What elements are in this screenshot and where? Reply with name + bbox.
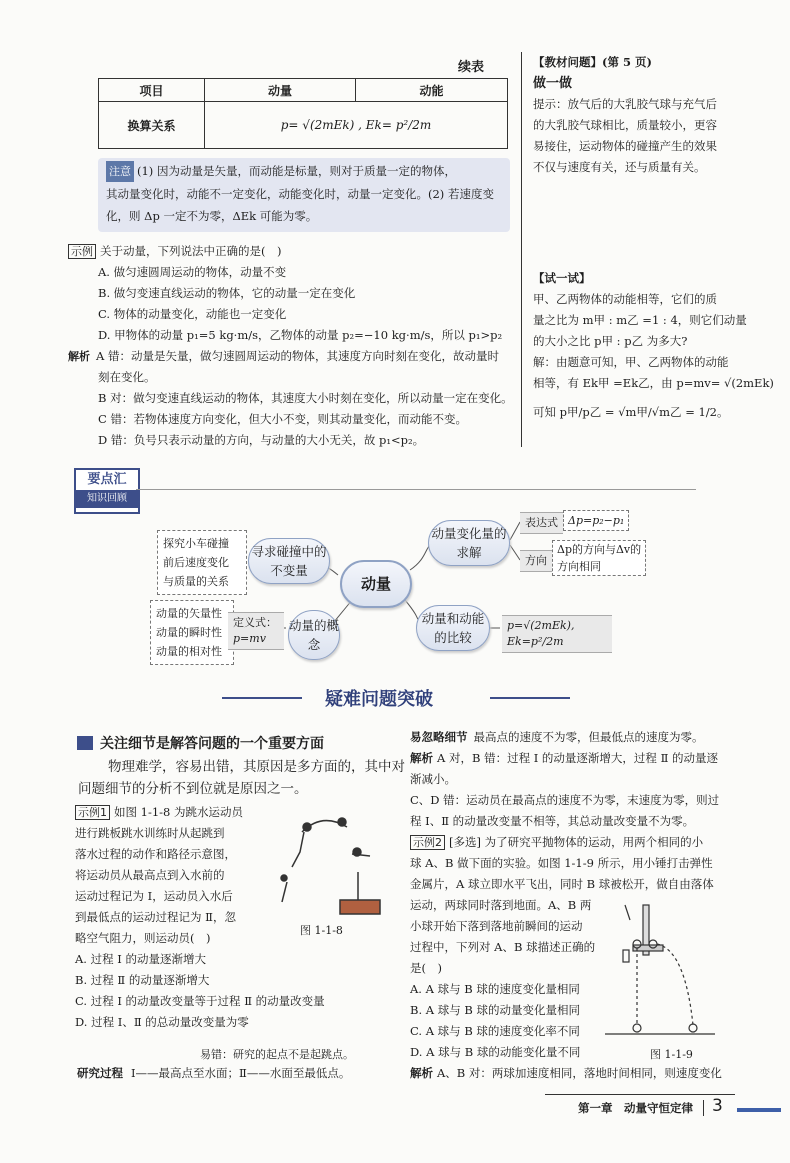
center-node: 动量 — [340, 560, 412, 608]
ex1-line: 略空气阻力，则运动员( ) — [75, 931, 211, 945]
side-text: 提示：放气后的大乳胶气球与充气后 — [533, 97, 717, 111]
note-line: 化，则 Δp 一定不为零，ΔEk 可能为零。 — [106, 209, 318, 223]
ex2-line: 小球开始下落到落地前瞬间的运动 — [410, 919, 583, 933]
ex2-line: [多选] 为了研究平抛物体的运动，用两个相同的小 — [449, 835, 704, 849]
props-box — [150, 600, 234, 665]
option: C. 过程 Ⅰ 的动量改变量等于过程 Ⅱ 的动量改变量 — [75, 994, 325, 1008]
badge-top: 要点汇 — [87, 472, 127, 487]
analysis-line: A 错：动量是矢量，做匀速圆周运动的物体，其速度方向时刻在变化，故动量时 — [96, 349, 499, 363]
side-title-2: 【试一试】 — [533, 271, 591, 285]
side-subtitle-1: 做一做 — [533, 76, 573, 91]
intro-line: 问题细节的分析不到位就是原因之一。 — [78, 781, 308, 797]
side-text: 量之比为 m甲 : m乙 =1 : 4，则它们动量 — [533, 313, 747, 327]
node-compare: 动量和动能的比较 — [416, 605, 490, 651]
ex2-line: 过程中，下列对 A、B 球描述正确的 — [410, 940, 596, 954]
process-text: Ⅰ——最高点至水面；Ⅱ——水面至最低点。 — [131, 1066, 351, 1080]
option: D. 过程 Ⅰ、Ⅱ 的总动量改变量为零 — [75, 1015, 249, 1029]
detail-label: 易忽略细节 — [410, 730, 468, 744]
note-line: (1) 因为动量是矢量，而动能是标量，则对于质量一定的物体， — [137, 164, 456, 178]
footer-chapter: 第一章 动量守恒定律 — [578, 1101, 693, 1115]
ex1-line: 到最低点的运动过程记为 Ⅱ，忽 — [75, 910, 236, 924]
ex1-line: 进行跳板跳水训练时从起跳到 — [75, 826, 225, 840]
footer-accent — [737, 1108, 781, 1112]
dir-line: Δp的方向与Δv的 — [557, 543, 642, 556]
intro-line: 物理难学，容易出错，其原因是多方面的，其中对 — [108, 759, 405, 775]
footer-rule — [545, 1094, 735, 1095]
process-line — [77, 1063, 350, 1084]
prop-line: 动量的矢量性 — [156, 607, 222, 620]
diving-figure — [262, 812, 392, 927]
section-heading: 关注细节是解答问题的一个重要方面 — [100, 736, 324, 752]
analysis-line: 刻在变化。 — [98, 370, 156, 384]
option: B. 做匀变速直线运动的物体，它的动量一定在变化 — [98, 286, 356, 300]
dir-label: 方向 — [525, 554, 547, 567]
footer-divider — [703, 1100, 704, 1116]
explore-line: 探究小车碰撞 — [163, 537, 229, 550]
prop-line: 动量的相对性 — [156, 645, 222, 658]
ex1-line: 如图 1-1-8 为跳水运动员 — [114, 805, 244, 819]
ex2-line: 运动，两球同时落到地面。A、B 两 — [410, 898, 592, 912]
example-question: 关于动量，下列说法中正确的是( ) — [100, 244, 282, 258]
table-header-kinetic: 动能 — [356, 79, 508, 102]
analysis2-label: 解析 — [410, 1066, 433, 1080]
option: C. A 球与 B 球的速度变化率不同 — [410, 1024, 580, 1038]
analysis-line: A 对，B 错：过程 Ⅰ 的动量逐渐增大，过程 Ⅱ 的动量逐 — [437, 751, 719, 765]
node-collision: 寻求碰撞中的不变量 — [248, 538, 330, 584]
ex1-line: 运动过程记为 Ⅰ，运动员入水后 — [75, 889, 233, 903]
option: B. 过程 Ⅱ 的动量逐渐增大 — [75, 973, 210, 987]
analysis-line: B 对：做匀变速直线运动的物体，其速度大小时刻在变化，所以动量一定在变化。 — [98, 391, 513, 405]
analysis-label: 解析 — [68, 350, 90, 363]
expr-label-box — [520, 512, 563, 534]
side-title-1: 【教材问题】(第 5 页) — [533, 55, 652, 69]
side-text: 甲、乙两物体的动能相等，它们的质 — [533, 292, 717, 306]
analysis-line: C、D 错：运动员在最高点的速度不为零，末速度为零，则过 — [410, 793, 720, 807]
option: A. 做匀速圆周运动的物体，动量不变 — [98, 265, 287, 279]
example2-label: 示例2 — [410, 835, 445, 850]
explore-box — [157, 530, 247, 595]
section-marker — [77, 736, 93, 750]
banner-rule-right — [490, 697, 570, 699]
option: B. A 球与 B 球的动量变化量相同 — [410, 1003, 580, 1017]
analysis-line: 程 Ⅰ、Ⅱ 的动量改变量不相等，其总动量改变量不为零。 — [410, 814, 695, 828]
analysis-line: D 错：负号只表示动量的方向，与动量的大小无关，故 p₁<p₂。 — [98, 433, 425, 447]
analysis-label: 解析 — [410, 751, 433, 765]
node-concept: 动量的概念 — [288, 610, 340, 660]
compare-formula-box — [502, 615, 612, 653]
section-banner: 疑难问题突破 — [325, 689, 433, 710]
analysis-line: 渐减小。 — [410, 772, 456, 786]
expr-label: 表达式 — [525, 516, 558, 529]
side-text: 解：由题意可知，甲、乙两物体的动能 — [533, 355, 729, 369]
ex2-line: 是( ) — [410, 961, 442, 975]
option: A. A 球与 B 球的速度变化量相同 — [410, 982, 580, 996]
analysis2-text: A、B 对：两球加速度相同，落地时间相同，则速度变化 — [437, 1066, 722, 1080]
side-text: 的大乳胶气球相比，质量较小，更容 — [533, 118, 717, 132]
definition-formula: p=mv — [233, 632, 266, 645]
option: D. 甲物体的动量 p₁=5 kg·m/s，乙物体的动量 p₂=−10 kg·m/s，所以 p₁>p₂ — [98, 328, 503, 342]
page-number: 3 — [712, 1096, 723, 1116]
prop-line: 动量的瞬时性 — [156, 626, 222, 639]
projectile-figure — [605, 900, 715, 1040]
dir-line: 方向相同 — [557, 560, 601, 573]
table-row-label: 换算关系 — [99, 102, 205, 149]
process-label: 研究过程 — [77, 1066, 123, 1080]
explore-line: 与质量的关系 — [163, 575, 229, 588]
banner-rule-left — [222, 697, 302, 699]
note-tag: 注意 — [106, 161, 134, 182]
table-header-momentum: 动量 — [205, 79, 356, 102]
option: D. A 球与 B 球的动能变化量不同 — [410, 1045, 581, 1059]
option: A. 过程 Ⅰ 的动量逐渐增大 — [75, 952, 206, 966]
badge-bottom: 知识回顾 — [76, 490, 138, 508]
table-formula: p= √(2mEk) , Ek= p²/2m — [205, 102, 508, 149]
explore-line: 前后速度变化 — [163, 556, 229, 569]
side-text: 的大小之比 p甲 : p乙 为多大? — [533, 334, 688, 348]
side-text: 易接住，运动物体的碰撞产生的效果 — [533, 139, 717, 153]
expr-box — [563, 510, 629, 531]
ex2-line: 金属片，A 球立即水平飞出，同时 B 球被松开，做自由落体 — [410, 877, 714, 891]
option: C. 物体的动量变化，动能也一定变化 — [98, 307, 287, 321]
compare-formula: p=√(2mEk), Ek=p²/2m — [507, 619, 575, 648]
side-text: 可知 p甲/p乙 = √m甲/√m乙 = 1/2。 — [533, 405, 729, 419]
expr-formula: Δp=p₂−p₁ — [568, 514, 625, 527]
analysis-line: C 错：若物体速度方向变化，但大小不变，则其动量变化，而动能不变。 — [98, 412, 467, 426]
detail-text: 最高点的速度不为零，但最低点的速度为零。 — [473, 730, 704, 744]
dir-box — [552, 540, 646, 576]
table-header-item: 项目 — [99, 79, 205, 102]
side-text: 不仅与速度有关，还与质量有关。 — [533, 160, 706, 174]
node-change: 动量变化量的求解 — [428, 520, 510, 566]
continued-label: 续表 — [458, 60, 485, 75]
definition-label: 定义式： — [233, 616, 277, 629]
ex1-line: 将运动员从最高点到入水前的 — [75, 868, 225, 882]
dir-label-box — [520, 550, 552, 572]
side-text: 相等，有 Ek甲 =Ek乙，由 p=mv= √(2mEk) — [533, 376, 774, 390]
definition-box — [228, 612, 284, 650]
example-label: 示例 — [68, 244, 96, 259]
section-intro — [78, 756, 405, 800]
figure-1-caption: 图 1-1-8 — [300, 924, 343, 937]
ex1-line: 落水过程的动作和路径示意图， — [75, 847, 236, 861]
example1-label: 示例1 — [75, 805, 110, 820]
ex2-line: 球 A、B 做下面的实验。如图 1-1-9 所示，用小锤打击弹性 — [410, 856, 713, 870]
note-line: 其动量变化时，动能不一定变化，动能变化时，动量一定变化。(2) 若速度变 — [106, 187, 494, 201]
hint-note: 易错：研究的起点不是起跳点。 — [200, 1048, 354, 1061]
figure-2-caption: 图 1-1-9 — [650, 1048, 693, 1061]
